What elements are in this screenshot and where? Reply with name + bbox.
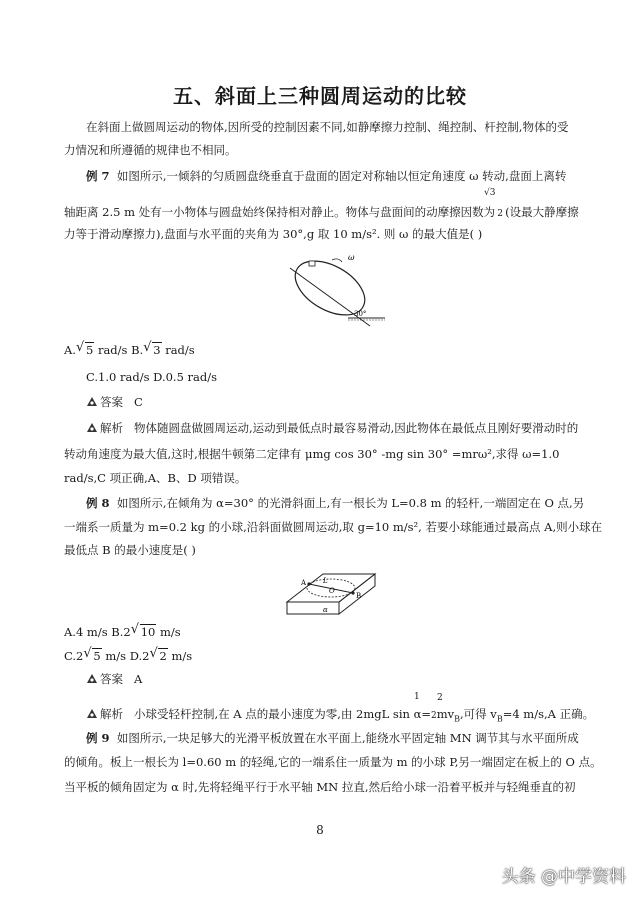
- half-denominator: 2: [430, 711, 437, 721]
- ball-a: [307, 582, 310, 585]
- example-8-analysis: 解析 小球受轻杆控制,在 A 点的最小速度为零,由 2mgL $\sin \alpha=2mv_B$,可得 $v_B=4$ m/s,A 正确。: [86, 707, 594, 726]
- example-7-answer: 答案 C: [86, 395, 143, 409]
- rotation-arrow: [332, 259, 342, 262]
- example-8-answer: 答案 A: [86, 672, 142, 686]
- sqrt-10: √ 10: [131, 625, 157, 639]
- example-7-line-1: 例 7 如图所示,一倾斜的匀质圆盘绕垂直于盘面的固定对称轴以恒定角速度 ω 转动,盘面上离转: [86, 169, 567, 183]
- example-7-label: 例 7: [86, 169, 110, 183]
- example-8-line-2: 一端系一质量为 m=0.2 kg 的小球,沿斜面做圆周运动,取 g=10 m/s², 若要小球能通过最高点 A,则小球在: [64, 520, 603, 534]
- sqrt-2: √ 2: [149, 649, 167, 663]
- sqrt-3: √ 3: [143, 343, 161, 357]
- example-8-label: 例 8: [86, 496, 110, 510]
- sqrt-5-c: √ 5: [83, 649, 101, 663]
- example-7-options-cd: C.1.0 rad/s D.0.5 rad/s: [86, 370, 218, 384]
- example-9-line-2: 的倾角。板上一根长为 l=0.60 m 的轻绳,它的一端系住一质量为 m 的小球 P,另一端固定在板上的 O 点。: [64, 755, 602, 769]
- inclined-disk-figure: [270, 250, 390, 330]
- alpha-label: α: [323, 606, 328, 614]
- example-8-options-ab: A.4 m/s B.2√ 10 m/s: [64, 625, 181, 639]
- page-number: 8: [316, 823, 324, 837]
- answer-marker-icon: [86, 673, 98, 684]
- example-7-analysis-2: 转动角速度为最大值,这时,根据牛顿第二定律有 μmg cos 30° -mg sin 30° =mrω²,求得 ω=1.0: [64, 447, 560, 461]
- example-9-line-1: 例 9 如图所示,一块足够大的光滑平板放置在水平面上,能绕水平固定轴 MN 调节其与水平面所成: [86, 731, 579, 745]
- point-a-label: A: [301, 579, 307, 587]
- pivot-label: O: [329, 587, 335, 595]
- watermark: 头条 @中学资料: [501, 867, 626, 887]
- angle-label: 30°: [354, 310, 367, 318]
- incline-base: [287, 602, 339, 614]
- point-b-label: B: [356, 592, 362, 600]
- example-8-line-1: 例 8 如图所示,在倾角为 α=30° 的光滑斜面上,有一根长为 L=0.8 m 的轻杆,一端固定在 O 点,另: [86, 496, 585, 510]
- example-8-options-cd: C.2√ 5 m/s D.2√ 2 m/s: [64, 649, 192, 663]
- intro-line-2: 力情况和所遵循的规律也不相同。: [64, 143, 237, 157]
- half-numerator: 1: [414, 692, 420, 702]
- example-9-label: 例 9: [86, 731, 110, 745]
- sqrt-5: √ 5: [76, 343, 94, 357]
- answer-value: C: [133, 395, 143, 409]
- example-7-options-ab: A.√ 5 rad/s B.√ 3 rad/s: [64, 343, 195, 357]
- answer-marker-icon: [86, 396, 98, 407]
- v-squared-superscript: 2: [437, 693, 443, 703]
- answer-value: A: [133, 672, 143, 686]
- section-title: 五、斜面上三种圆周运动的比较: [173, 84, 467, 108]
- inclined-rod-figure: [283, 568, 379, 618]
- small-object: [309, 261, 315, 266]
- analysis-marker-icon: [86, 422, 98, 433]
- ball-b: [351, 591, 354, 594]
- example-7-analysis-3: rad/s,C 项正确,A、B、D 项错误。: [64, 471, 247, 485]
- omega-label: ω: [348, 253, 355, 262]
- example-7-analysis-1: 解析 物体随圆盘做圆周运动,运动到最低点时最容易滑动,因此物体在最低点且刚好要滑动时的: [86, 421, 578, 435]
- intro-line-1: 在斜面上做圆周运动的物体,因所受的控制因素不同,如静摩擦力控制、绳控制、杆控制,物体的受: [86, 120, 569, 134]
- example-7-line-2: 轴距离 2.5 m 处有一小物体与圆盘始终保持相对静止。物体与盘面间的动摩擦因数为 2 (设最大静摩擦: [64, 205, 579, 219]
- length-label: L: [323, 577, 328, 585]
- example-9-line-3: 当平板的倾角固定为 α 时,先将轻绳平行于水平轴 MN 拉直,然后给小球一沿着平板并与轻绳垂直的初: [64, 780, 576, 794]
- friction-coefficient-numerator: √3: [484, 188, 496, 198]
- analysis-marker-icon: [86, 708, 98, 719]
- example-7-line-3: 力等于滑动摩擦力),盘面与水平面的夹角为 30°,g 取 10 m/s². 则 ω 的最大值是( ): [64, 227, 483, 241]
- friction-coefficient-denominator: 2: [497, 209, 504, 219]
- example-8-line-3: 最低点 B 的最小速度是( ): [64, 543, 196, 557]
